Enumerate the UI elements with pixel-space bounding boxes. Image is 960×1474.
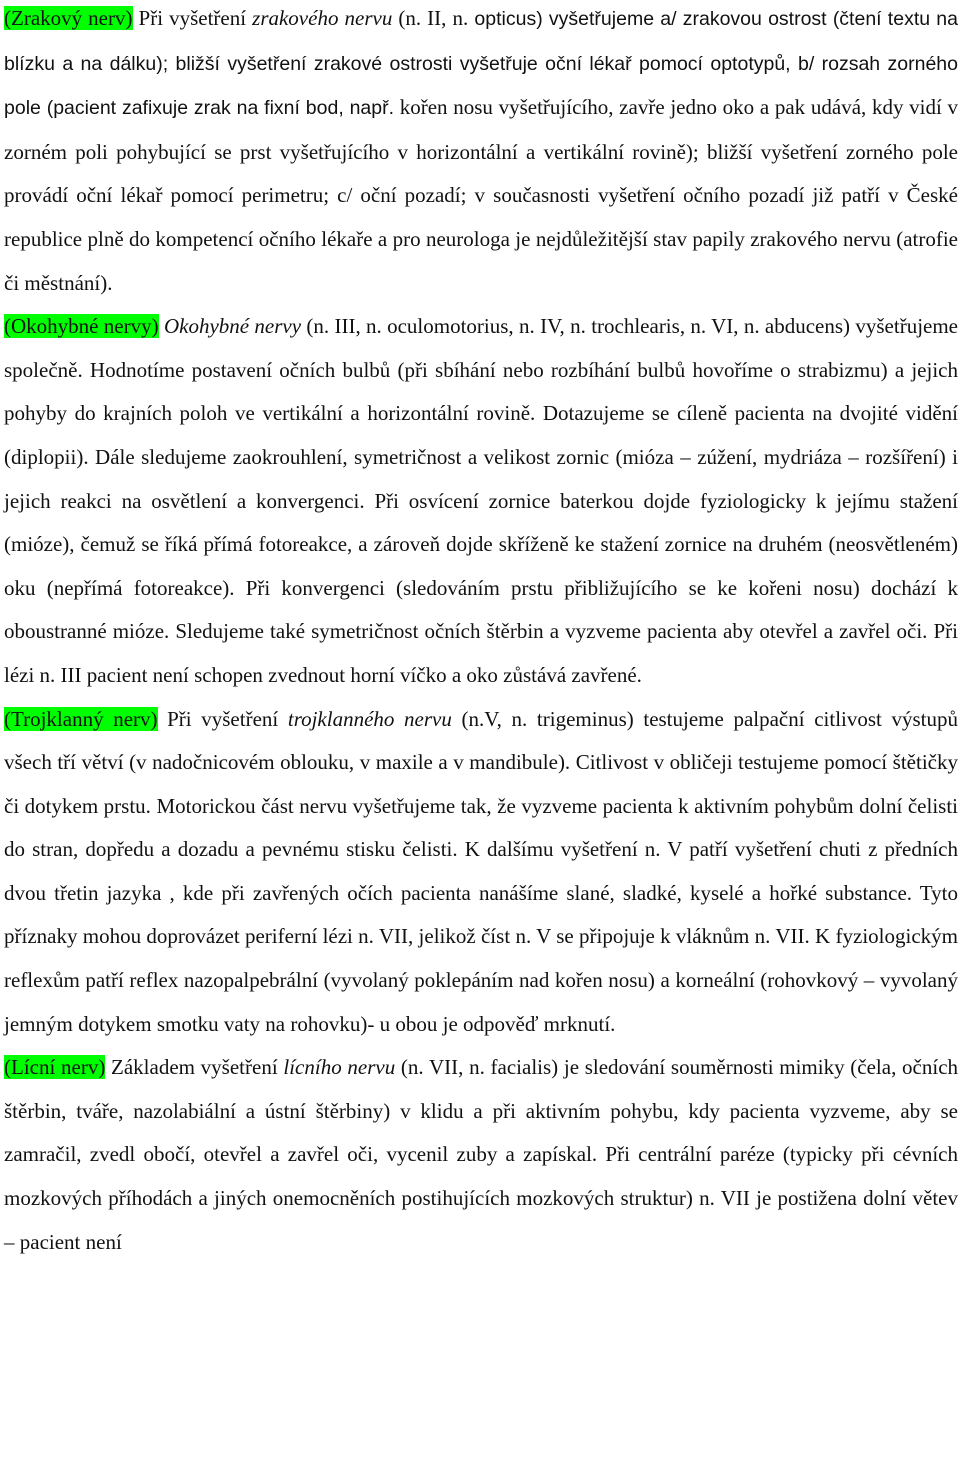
text-post: (n. III, n. oculomotorius, n. IV, n. trochlearis, n. VI, n. abducens) vyšetřujeme společně. Hodnotíme postavení očních bulbů (při sbíhání nebo rozbíhání bulbů hovoříme o strabizmu) a jejich pohyby do krajních poloh ve vertikální a horizontální rovině. Dotazujeme se cíleně pacienta na dvojité vidění (diplopii). Dále sledujeme zaokrouhlení, symetričnost a velikost zornic (mióza – zúžení, mydriáza – rozšíření) i jejich reakci na osvětlení a konvergenci. Při osvícení zornice baterkou dojde fyziologicky k jejímu stažení (mióze), čemuž se říká přímá fotoreakce, a zároveň dojde skříženě ke stažení zornice na druhém (neosvětleném) oku (nepřímá fotoreakce). Při konvergenci (sledováním prstu přibližujícího se ke kořeni nosu) dochází k oboustranné mióze. Sledujeme také symetričnost očních štěrbin a vyzveme pacienta aby otevřel a zavřel oči. Při lézi n. III pacient není schopen zvednout horní víčko a oko zůstává zavřené.: [4, 314, 959, 687]
text-body: kořen nosu vyšetřujícího, zavře jedno oko a pak udává, kdy vidí v zorném poli pohybující se prst vyšetřujícího v horizontální a vertikální rovině); bližší vyšetření zorného pole provádí oční lékař pomocí perimetru; c/ oční pozadí; v současnosti vyšetření očního pozadí již patří v České republice plně do kompetencí očního lékaře a pro neurologa je nejdůležitější stav papily zrakového nervu (atrofie či městnání).: [4, 95, 958, 295]
section-heading-facial-nerve: (Lícní nerv): [4, 1055, 106, 1080]
text-post: (n. VII, n. facialis) je sledování souměrnosti mimiky (čela, očních štěrbin, tváře, nazolabiální a ústní štěrbiny) v klidu a při aktivním pohybu, kdy pacienta vyzveme, aby se zamračil, zvedl obočí, otevřel a zavřel oči, vycenil zuby a zapískal. Při centrální paréze (typicky při cévních mozkových příhodách a jiných onemocněních postihujících mozkových struktur) n. VII je postižena dolní větev – pacient není: [4, 1055, 959, 1254]
section-heading-optic-nerve: (Zrakový nerv): [4, 6, 133, 30]
text-italic-term: zrakového nervu: [252, 6, 393, 30]
section-heading-oculomotor-nerves: (Okohybné nervy): [4, 314, 159, 339]
text-pre: Základem vyšetření: [105, 1055, 284, 1080]
paragraph-trigeminal-nerve: [4, 698, 958, 1047]
text-italic-term: trojklanného nervu: [287, 706, 452, 731]
text-post: (n.V, n. trigeminus) testujeme palpační citlivost výstupů všech tří větví (v nadočnicovém oblouku, v maxile a v mandibule). Citlivost v obličeji testujeme pomocí štětičky či dotykem prstu. Motorickou část nervu vyšetřujeme tak, že vyzveme pacienta k aktivním pohybům dolní čelisti do stran, dopředu a dozadu a pevnému stisku čelisti. K dalšímu vyšetření n. V patří vyšetření chuti z předních dvou třetin jazyka , kde při zavřených očích pacienta nanášíme slané, sladké, kyselé a hořké substance. Tyto příznaky mohou doprovázet periferní lézi n. VII, jelikož číst n. V se připojuje k vláknům n. VII. K fyziologickým reflexům patří reflex nazopalpebrální (vyvolaný poklepáním nad kořen nosu) a korneální (rohovkový – vyvolaný jemným dotykem smotku vaty na rohovku)- u obou je odpověď mrknutí.: [4, 706, 959, 1036]
section-heading-trigeminal-nerve: (Trojklanný nerv): [4, 706, 158, 731]
document-page: [4, 0, 958, 1264]
paragraph-facial-nerve: [4, 1046, 958, 1264]
paragraph-optic-nerve: [4, 0, 958, 305]
text-sans-part: opticus) vyšetřujeme a/ zrakovou ostrost (čtení textu na blízku a na dálku); bližší vyšetření zrakové ostrosti vyšetřuje oční lékař pomocí optotypů, b/ rozsah zorného pole (pacient zafixuje zrak na fixní bod, např.: [4, 8, 958, 120]
text-italic-term: Okohybné nervy: [163, 314, 302, 339]
paragraph-oculomotor-nerves: [4, 305, 958, 697]
text-pre: Při vyšetření: [132, 6, 253, 30]
text-post: (n. II, n.: [392, 6, 469, 30]
text-pre: Při vyšetření: [157, 706, 288, 731]
text-italic-term: lícního nervu: [283, 1055, 396, 1080]
